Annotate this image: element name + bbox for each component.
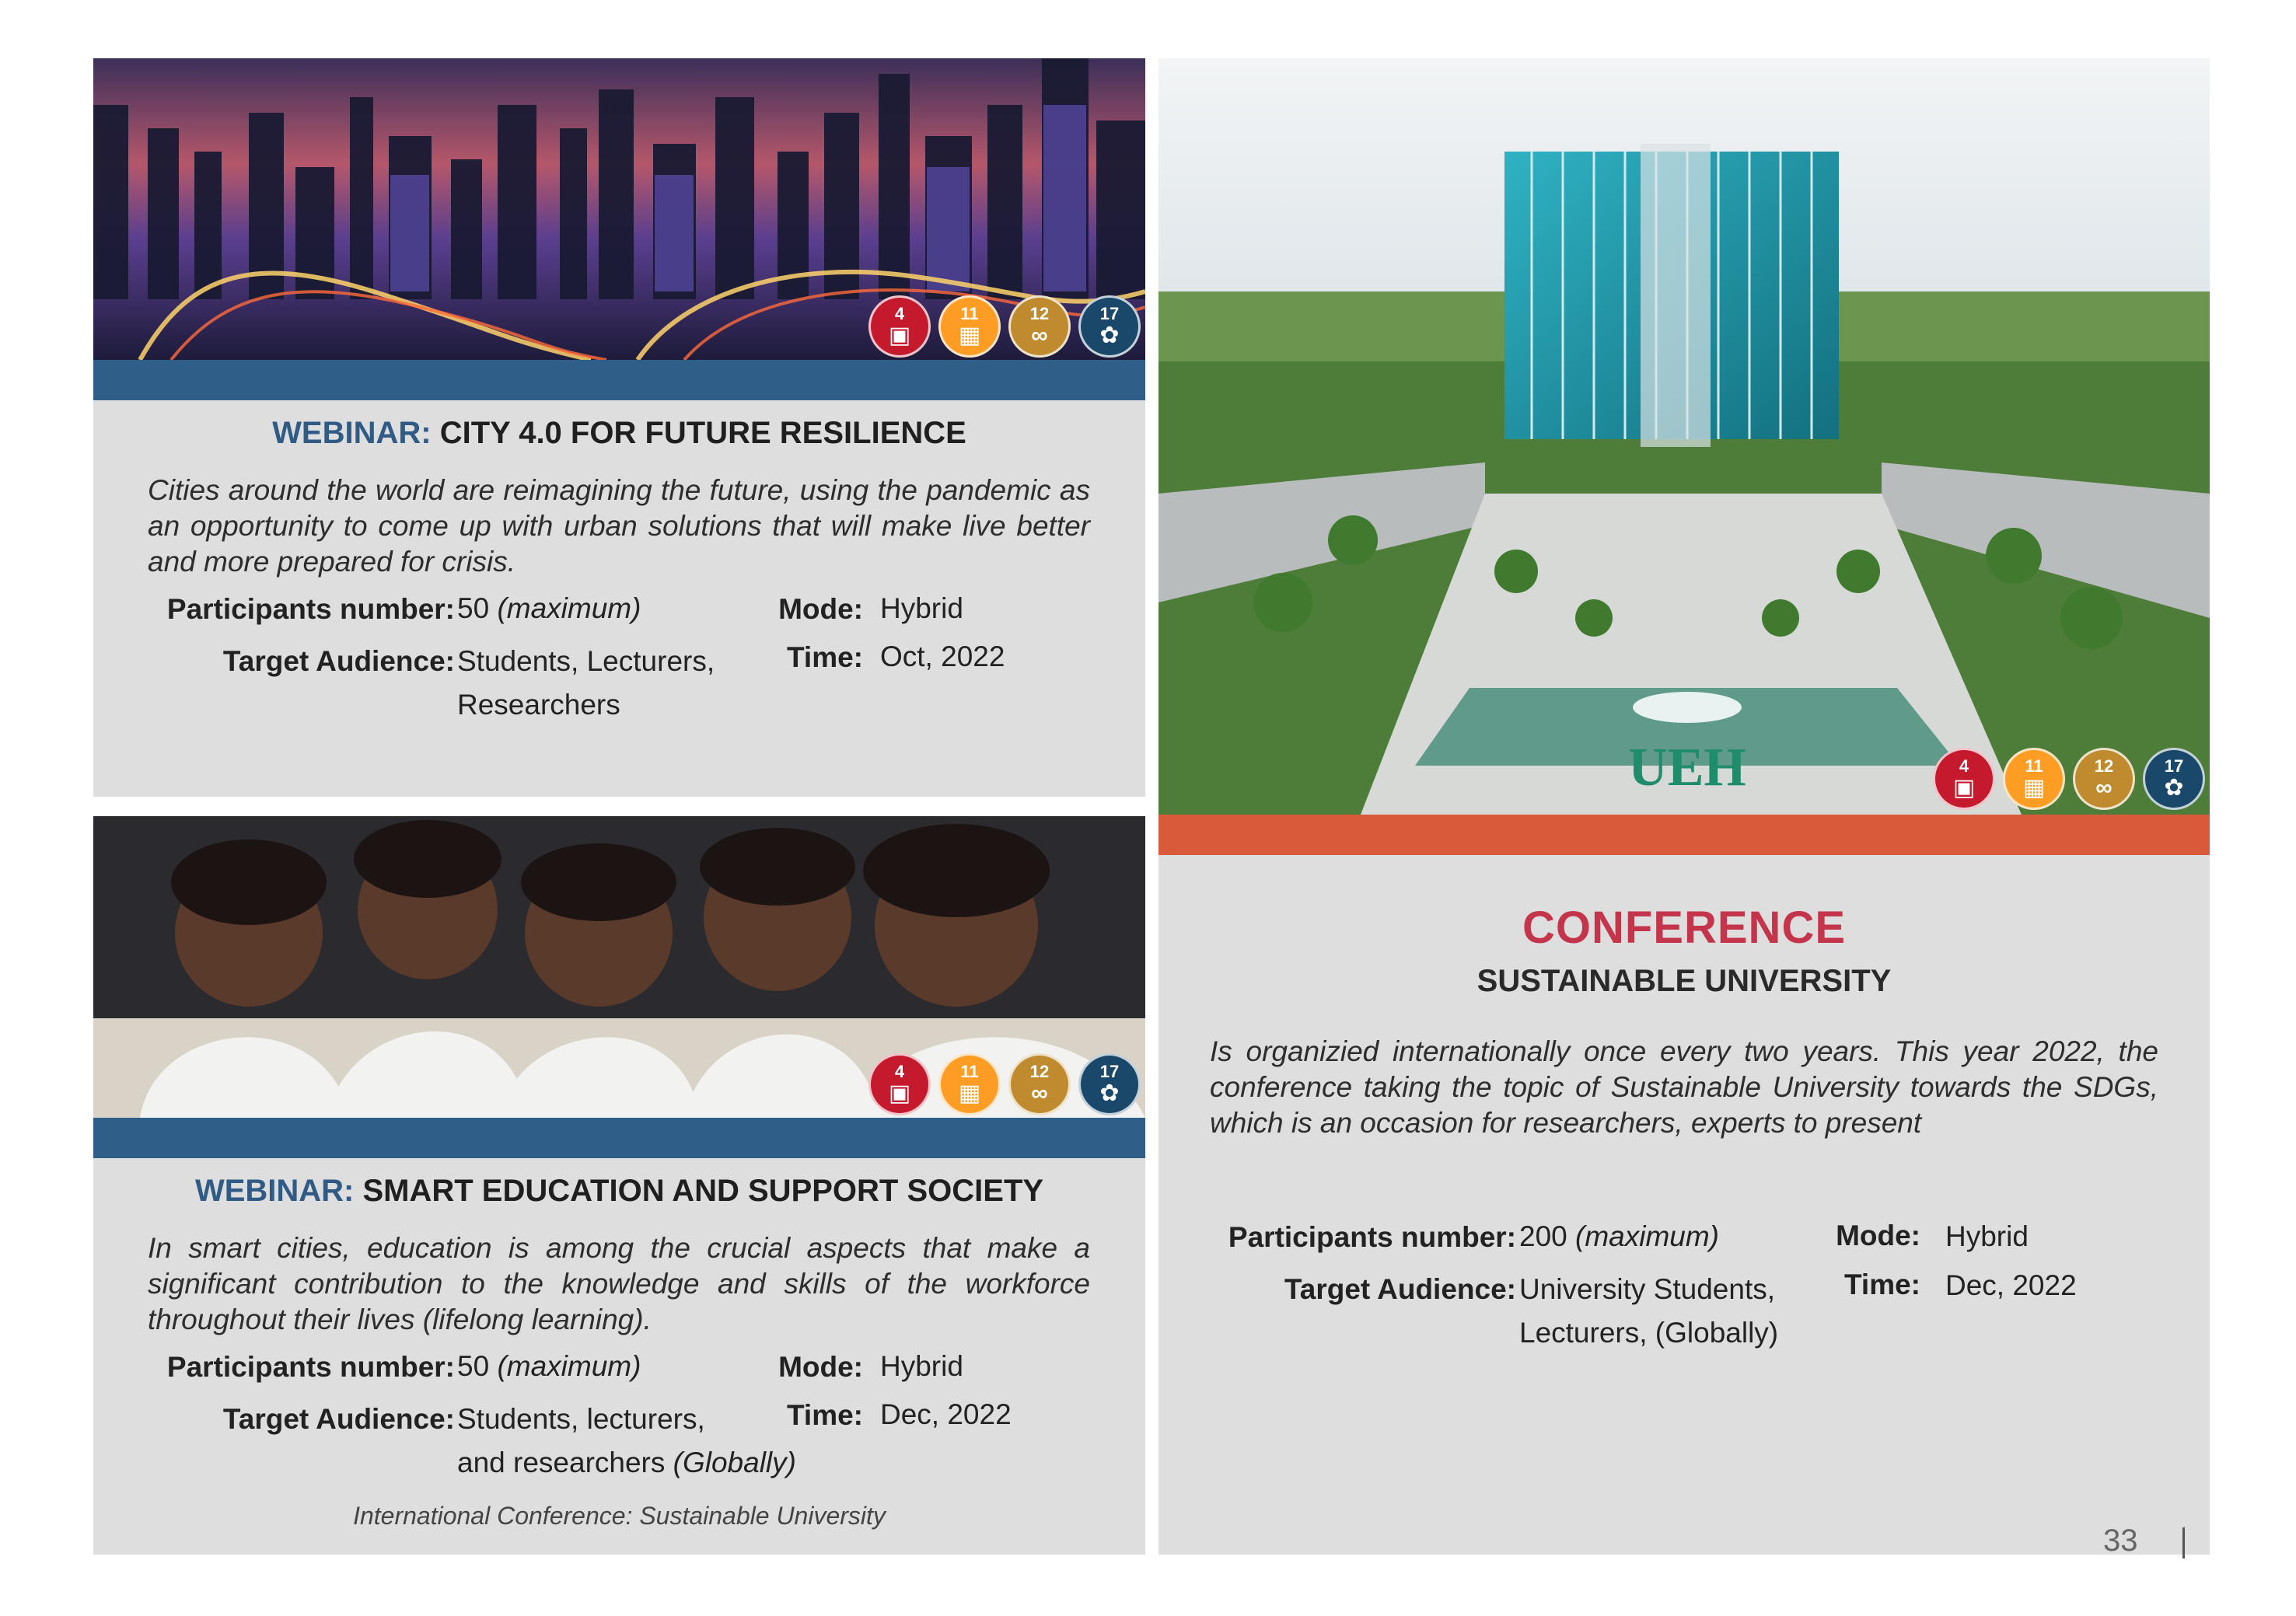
webinar-keyword: WEBINAR:	[194, 1174, 355, 1208]
sdg-badge-4: 4 ▣	[868, 1053, 931, 1115]
city-icon: ▦	[958, 323, 981, 348]
participants-label: Participants number:	[1228, 1221, 1516, 1253]
webinar-title-text: CITY 4.0 FOR FUTURE RESILIENCE	[431, 416, 966, 450]
book-icon: ▣	[888, 1080, 911, 1106]
sdg-badge-11: 11 ▦	[2003, 748, 2065, 810]
book-icon: ▣	[1952, 775, 1976, 801]
time-value: Dec, 2022	[880, 1398, 1012, 1430]
blue-accent-band	[93, 360, 1145, 400]
page-number: 33	[2103, 1524, 2138, 1558]
webinar-description: Cities around the world are reimagining the future, using the pandemic as an opportunity to come up with urban solutions that will make live better and more prepared for crisis.	[148, 474, 1090, 578]
audience-label: Target Audience:	[222, 645, 455, 677]
orange-accent-band	[1158, 815, 2210, 855]
students-reading-photo	[93, 816, 1145, 1118]
conference-description: Is organizied internationally once every two years. This year 2022, the conference taking the topic of Sustainable University towards the SDGs, which is an occasion for researchers, experts to present	[1210, 1035, 2158, 1139]
time-value: Dec, 2022	[1945, 1269, 2077, 1301]
webinar-description: In smart cities, education is among the crucial aspects that make a significant contribution to the knowledge and skills of the workforce throughout their lives (lifelong learning).	[148, 1232, 1090, 1335]
sdg-badge-11: 11 ▦	[938, 1053, 1001, 1115]
page-number-divider	[2182, 1527, 2185, 1558]
mode-value: Hybrid	[1945, 1220, 2029, 1252]
audience-value: University Students, Lecturers, (Globally)	[1519, 1273, 1779, 1349]
conference-title: CONFERENCE	[1522, 902, 1847, 953]
infinity-icon: ∞	[1031, 323, 1048, 348]
flower-icon: ✿	[2164, 775, 2184, 801]
webinar-title	[93, 416, 1145, 451]
participants-value: 50 (maximum)	[457, 1350, 641, 1382]
webinar-card-city	[93, 58, 1145, 797]
sdg-badge-17: 17 ✿	[1078, 1053, 1141, 1115]
time-label: Time:	[1843, 1269, 1920, 1300]
conference-card	[1158, 58, 2210, 1555]
webinar-keyword: WEBINAR:	[272, 416, 432, 450]
blue-accent-band	[93, 1118, 1145, 1158]
sdg-badge-4: 4 ▣	[868, 295, 931, 358]
campus-illustration	[1158, 58, 2210, 815]
time-label: Time:	[786, 1399, 863, 1431]
participants-label: Participants number:	[166, 593, 455, 625]
sdg-badge-12: 12 ∞	[2073, 748, 2135, 810]
mode-label: Mode:	[1836, 1220, 1920, 1251]
sdg-badge-17: 17 ✿	[1078, 295, 1141, 358]
sdg-badge-row	[1933, 748, 2205, 810]
photo-caption: International Conference: Sustainable University	[353, 1502, 886, 1530]
audience-value: Students, Lecturers, Researchers	[457, 645, 715, 721]
participants-value: 200 (maximum)	[1519, 1220, 1719, 1252]
city-icon: ▦	[958, 1080, 981, 1106]
participants-label: Participants number:	[166, 1351, 455, 1383]
mode-value: Hybrid	[880, 1350, 963, 1382]
mode-label: Mode:	[778, 593, 863, 625]
sdg-badge-4: 4 ▣	[1933, 748, 1995, 810]
time-value: Oct, 2022	[880, 640, 1005, 672]
infinity-icon: ∞	[2095, 775, 2113, 801]
conference-subtitle: SUSTAINABLE UNIVERSITY	[1476, 964, 1892, 998]
mode-value: Hybrid	[880, 592, 963, 624]
mode-label: Mode:	[778, 1351, 863, 1383]
time-label: Time:	[786, 641, 863, 673]
audience-label: Target Audience:	[222, 1403, 455, 1435]
webinar-card-education	[93, 816, 1145, 1555]
audience-value: Students, lecturers, and researchers (Globally)	[457, 1403, 796, 1478]
sdg-badge-17: 17 ✿	[2143, 748, 2205, 810]
webinar-title-text: SMART EDUCATION AND SUPPORT SOCIETY	[354, 1174, 1044, 1208]
participants-value: 50 (maximum)	[457, 592, 641, 624]
infinity-icon: ∞	[1031, 1080, 1048, 1106]
book-icon: ▣	[888, 323, 911, 348]
sdg-badge-12: 12 ∞	[1008, 1053, 1071, 1115]
sdg-badge-row	[868, 1053, 1141, 1115]
sdg-badge-row	[868, 295, 1141, 358]
webinar-title	[93, 1174, 1145, 1209]
ueh-sign: UEH	[1628, 738, 1746, 798]
city-icon: ▦	[2022, 775, 2046, 801]
flower-icon: ✿	[1099, 323, 1120, 348]
sdg-badge-12: 12 ∞	[1008, 295, 1071, 358]
audience-label: Target Audience:	[1284, 1273, 1516, 1305]
sdg-badge-11: 11 ▦	[938, 295, 1001, 358]
city-skyline-photo	[93, 58, 1145, 360]
flower-icon: ✿	[1099, 1080, 1120, 1106]
ueh-campus-photo	[1158, 58, 2210, 815]
